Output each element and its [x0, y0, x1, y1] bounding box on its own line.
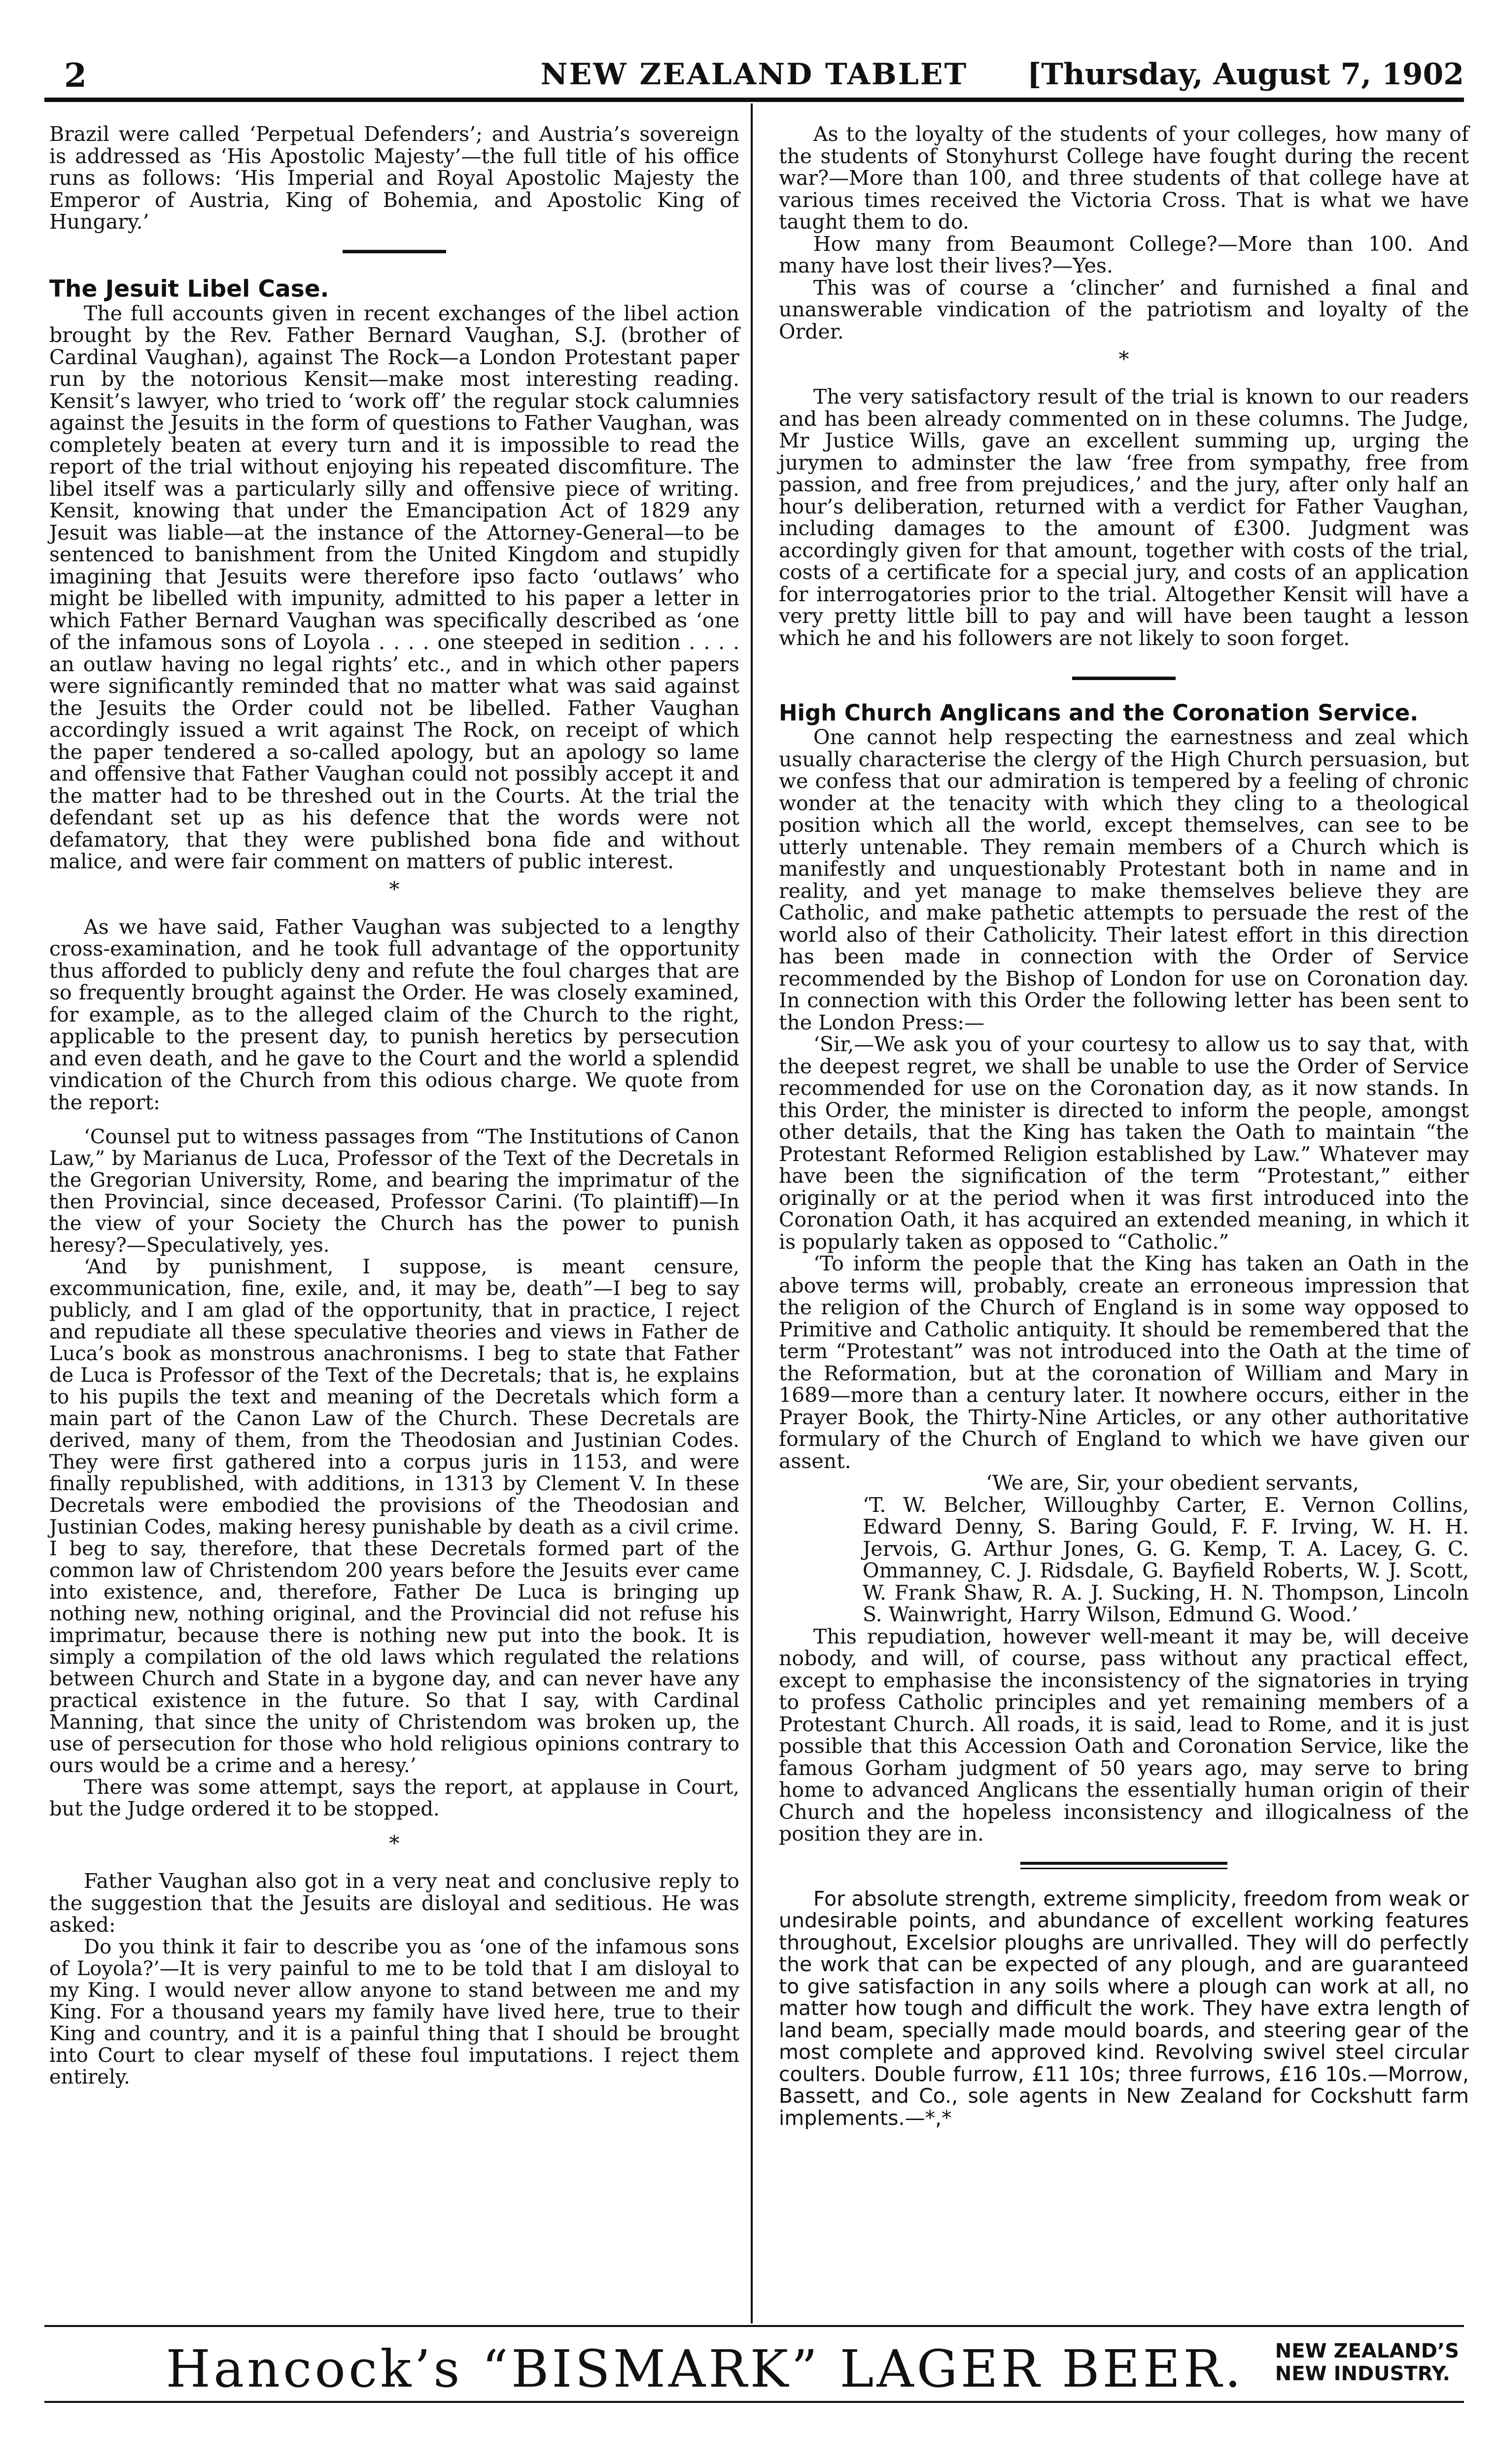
star-separator: * [389, 877, 400, 901]
letter-paragraph: ‘Sir,—We ask you of your courtesy to allow us to say that, with the deepest regret, we shall be unable to use the Order of Service recommended for use on the Coronation day, as it now stands. In this Order, the minister is directed to inform the people, amongst other details, that the King has taken the Oath to maintain “the Protestant Reformed Religion established by Law.” Whatever may have been the signification of the term “Protestant,” either originally or at the period when it was first introduced into the Coronation Oath, it has acquired an extended meaning, in which it is popularly taken as opposed to “Catholic.” [779, 1032, 1469, 1254]
article-paragraph: As we have said, Father Vaughan was subjected to a lengthy cross-examination, and he took full advantage of the opportunity thus afforded to publicly deny and refute the foul charges that are so frequently brought against the Order. He was closely examined, for example, as to the alleged claim of the Church to the right, applicable to the present day, to punish heretics by persecution and even death, and he gave to the Court and the world a splendid vindication of the Church from this odious charge. We quote from the report: [49, 915, 739, 1114]
article-paragraph: One cannot help respecting the earnestness and zeal which usually characterise the clergy of the High Church persuasion, but we confess that our admiration is tempered by a feeling of chronic wonder at the tenacity with which they cling to a theological position which all the world, except themselves, can see to be utterly untenable. They remain members of a Church which is manifestly and unquestionably Protestant both in name and in reality, and yet manage to make themselves believe they are Catholic, and make pathetic attempts to persuade the rest of the world also of their Catholicity. Their latest effort in this direction has been made in connection with the Order of Service recommended by the Bishop of London for use on Coronation day. In connection with this Order the following letter has been sent to the London Press:— [779, 725, 1469, 1034]
quoted-paragraph: There was some attempt, says the report, at applause in Court, but the Judge ordered it to be stopped. [49, 1776, 739, 1820]
article-paragraph: As to the loyalty of the students of your colleges, how many of the students of Stonyhurst College have fought during the recent war?—More than 100, and three students of that college have at various times received the Victoria Cross. That is what we have taught them to do. [779, 122, 1469, 234]
article-paragraph: How many from Beaumont College?—More than 100. And many have lost their lives?—Yes. [779, 232, 1469, 277]
article-paragraph: This was of course a ‘clincher’ and furnished a final and unanswerable vindication of the patriotism and loyalty of the Order. [779, 275, 1469, 343]
quoted-paragraph: ‘Counsel put to witness passages from “The Institutions of Canon Law,” by Marianus de Luca, Professor of the Text of the Decretals in the Gregorian University, Rome, and bearing the imprimatur of the then Provincial, since deceased, Professor Carini. (To plaintiff)—In the view of your Society the Church has the power to punish heresy?—Speculatively, yes. [49, 1126, 739, 1257]
intro-paragraph: Brazil were called ‘Perpetual Defenders’; and Austria’s sovereign is addressed as ‘His Apostolic Majesty’—the full title of his office runs as follows: ‘His Imperial and Royal Apostolic Majesty the Emperor of Austria, King of Bohemia, and Apostolic King of Hungary.’ [49, 122, 739, 234]
issue-date: [Thursday, August 7, 1902 [1027, 57, 1464, 92]
footer-advertisement [44, 2336, 1464, 2400]
section-separator [343, 250, 446, 253]
left-column [49, 123, 739, 2088]
publication-title: NEW ZEALAND TABLET [540, 57, 968, 92]
right-column [779, 123, 1469, 2129]
footer-rule-top [44, 2325, 1464, 2327]
plough-advertisement: For absolute strength, extreme simplicity, freedom from weak or undesirable points, and abundance of excellent working features throughout, Excelsior ploughs are unrivalled. They will do perfectly the work that can be expected of any plough, and are guaranteed to give satisfaction in any soils where a plough can work at all, no matter how tough and difficult the work. They have extra length of land beam, specially made mould boards, and steering gear of the most complete and approved kind. Revolving swivel steel circular coulters. Double furrow, £11 10s; three furrows, £16 10s.—Morrow, Bassett, and Co., sole agents in New Zealand for Cockshutt farm implements.—*,* [779, 1886, 1469, 2130]
quoted-paragraph: ‘And by punishment, I suppose, is meant censure, excommunication, fine, exile, and, it may be, death”—I beg to say publicly, and I am glad of the opportunity, that in practice, I reject and repudiate all these speculative theories and views in Father de Luca’s book as monstrous anachronisms. I beg to state that Father de Luca is Professor of the Text of the Decretals; that is, he explains to his pupils the text and meaning of the Decretals which form a main part of the Canon Law of the Church. These Decretals are derived, many of them, from the Theodosian and Justinian Codes. They were first gathered into a corpus juris in 1153, and were finally republished, with additions, in 1313 by Clement V. In these Decretals were embodied the provisions of the Theodosian and Justinian Codes, making heresy punishable by death as a civil crime. I beg to say, therefore, that these Decretals formed part of the common law of Christendom 200 years before the Jesuits ever came into existence, and, therefore, Father De Luca is bringing up nothing new, nothing original, and the Provincial did not refuse his imprimatur, because there is nothing new put into the book. It is simply a compilation of the old laws which regulated the relations between Church and State in a bygone day, and can never have any practical existence in the future. So that I say, with Cardinal Manning, that since the unity of Christendom was broken up, the use of persecution for those who hold religious opinions contrary to ours would be a crime and a heresy.’ [49, 1256, 739, 1777]
header-rule [44, 98, 1464, 102]
star-separator: * [1118, 347, 1129, 371]
tagline-line-2: NEW INDUSTRY. [1275, 2362, 1450, 2385]
article-paragraph: The very satisfactory result of the trial is known to our readers and has been already commented on in these columns. The Judge, Mr Justice Wills, gave an excellent summing up, urging the jurymen to adminster the law ‘free from sympathy, free from passion, and free from prejudices,’ and the jury, after only half an hour’s deliberation, returned with a verdict for Father Vaughan, including damages to the amount of £300. Judgment was accordingly given for that amount, together with costs of the trial, costs of a certificate for a special jury, and costs of an application for interrogatories prior to the trial. Altogether Kensit will have a very pretty little bill to pay and will have been taught a lesson which he and his followers are not likely to soon forget. [779, 385, 1469, 650]
section-separator [1072, 677, 1176, 680]
letter-signatories: ‘T. W. Belcher, Willoughby Carter, E. Vernon Collins, Edward Denny, S. Baring Gould, F. F. Irving, W. H. H. Jervois, G. Arthur Jones, G. G. Kemp, T. A. Lacey, G. C. Ommanney, C. J. Ridsdale, G. Bayfield Roberts, W. J. Scott, W. Frank Shaw, R. A. J. Sucking, H. N. Thompson, Lincoln S. Wainwright, Harry Wilson, Edmund G. Wood.’ [863, 1493, 1469, 1626]
page-header [44, 53, 1464, 99]
new-industry-tagline [1275, 2340, 1459, 2385]
bismark-beer-advert: Hancock’s “BISMARK” LAGER BEER. [166, 2339, 1244, 2399]
letter-signoff: ‘We are, Sir, your obedient servants, [986, 1471, 1359, 1495]
double-rule-separator [1020, 1862, 1227, 1869]
column-divider [751, 103, 753, 2324]
letter-paragraph: ‘To inform the people that the King has taken an Oath in the above terms will, probably, create an erroneous impression that the religion of the Church of England is in some way opposed to Primitive and Catholic antiquity. It should be remembered that the term “Protestant” was not introduced into the Oath at the time of the Reformation, but at the coronation of William and Mary in 1689—more than a century later. It nowhere occurs, either in the Prayer Book, the Thirty-Nine Articles, or any other authoritative formulary of the Church of England to which we have given our assent. [779, 1252, 1469, 1473]
article-heading-jesuit-libel: The Jesuit Libel Case. [49, 275, 329, 303]
article-paragraph: This repudiation, however well-meant it may be, will deceive nobody, and will, of course, pass without any practical effect, except to emphasise the inconsistency of the signatories in trying to profess Catholic principles and yet remaining members of a Protestant Church. All roads, it is said, lead to Rome, and it is just possible that this Accession Oath and Coronation Service, like the famous Gorham judgment of 50 years ago, may serve to bring home to advanced Anglicans the essentially human origin of their Church and the hopeless inconsistency and illogicalness of the position they are in. [779, 1624, 1469, 1846]
article-paragraph: Father Vaughan also got in a very neat and conclusive reply to the suggestion that the Jesuits are disloyal and seditious. He was asked: [49, 1869, 739, 1937]
footer-rule-bottom [44, 2401, 1464, 2403]
article-heading-coronation: High Church Anglicans and the Coronation Service. [779, 700, 1419, 726]
article-paragraph: The full accounts given in recent exchanges of the libel action brought by the Rev. Father Bernard Vaughan, S.J. (brother of Cardinal Vaughan), against The Rock—a London Protestant paper run by the notorious Kensit—make most interesting reading. Kensit’s lawyer, who tried to ‘work off’ the regular stock calumnies against the Jesuits in the form of questions to Father Vaughan, was completely beaten at every turn and it is impossible to read the report of the trial without enjoying his repeated discomfiture. The libel itself was a particularly silly and offensive piece of writing. Kensit, knowing that under the Emancipation Act of 1829 any Jesuit was liable—at the instance of the Attorney-General—to be sentenced to banishment from the United Kingdom and stupidly imagining that Jesuits were therefore ipso facto ‘outlaws’ who might be libelled with impunity, admitted to his paper a letter in which Father Bernard Vaughan was specifically described as ‘one of the infamous sons of Loyola . . . . one steeped in sedition . . . . an outlaw having no legal rights’ etc., and in which other papers were significantly reminded that no matter what was said against the Jesuits the Order could not be libelled. Father Vaughan accordingly issued a writ against The Rock, on receipt of which the paper tendered a so-called apology, but an apology so lame and offensive that Father Vaughan could not possibly accept it and the matter had to be threshed out in the Courts. At the trial the defendant set up as his defence that the words were not defamatory, that they were published bona fide and without malice, and were fair comment on matters of public interest. [49, 301, 739, 873]
page-number: 2 [64, 56, 87, 95]
tagline-line-1: NEW ZEALAND’S [1275, 2340, 1459, 2362]
quoted-paragraph: Do you think it fair to describe you as ‘one of the infamous sons of Loyola?’—It is very painful to me to be told that I am disloyal to my King. I would never allow anyone to stand between me and my King. For a thousand years my family have lived here, true to their King and country, and it is a painful thing that I should be brought into Court to clear myself of these foul imputations. I reject them entirely. [49, 1935, 739, 2088]
star-separator: * [389, 1831, 400, 1855]
